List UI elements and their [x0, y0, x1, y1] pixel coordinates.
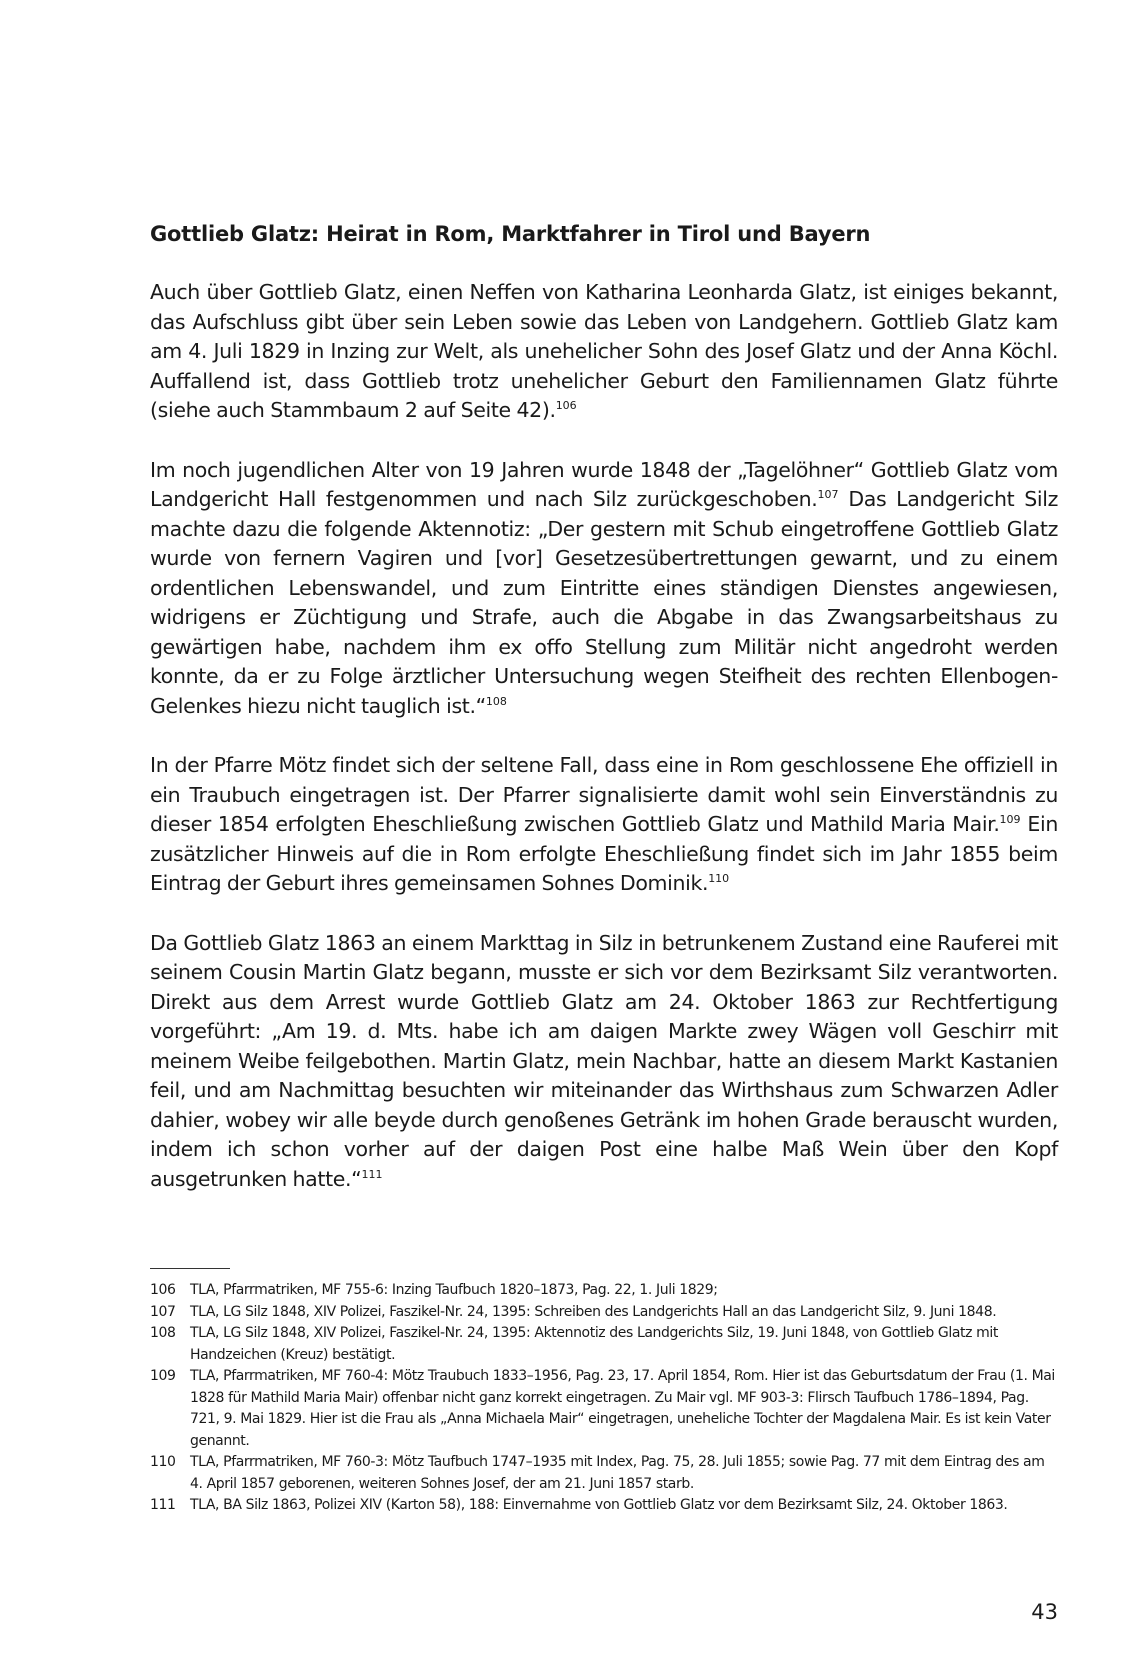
footnote-ref[interactable]: 108	[485, 694, 507, 708]
footnote	[150, 1366, 1058, 1452]
footnote-number: 107	[150, 1303, 176, 1320]
paragraph-text: Auch über Gottlieb Glatz, einen Neffen von Katharina Leonharda Glatz, ist einiges bekannt, das Aufschluss gibt über sein Leben sowie das Leben von Landgehern. Gottlieb Glatz kam am 4. Juli 1829 in Inzing zur Welt, als unehelicher Sohn des Josef Glatz und der Anna Köchl. Auffallend ist, dass Gottlieb trotz unehelicher Geburt den Familiennamen Glatz führte (siehe auch Stammbaum 2 auf Seite 42).	[150, 280, 1058, 422]
paragraph-text: Im noch jugendlichen Alter von 19 Jahren wurde 1848 der „Tagelöhner“ Gottlieb Glatz vom Landgericht Hall festgenommen und nach Silz zurückgeschoben.	[150, 457, 1058, 511]
footnote-number: 108	[150, 1325, 176, 1341]
paragraph	[150, 929, 1058, 1195]
footnote-number: 106	[150, 1282, 176, 1298]
paragraph	[150, 456, 1058, 722]
footnote	[150, 1495, 1058, 1517]
footnote	[150, 1302, 1058, 1324]
paragraph	[150, 278, 1058, 426]
footnote-text: TLA, LG Silz 1848, XIV Polizei, Faszikel-Nr. 24, 1395: Aktennotiz des Landgerichts Silz, 19. Juni 1848, von Gottlieb Glatz mit Handzeichen (Kreuz) bestätigt.	[190, 1325, 998, 1363]
book-page	[150, 0, 1058, 1654]
page-number: 43	[1031, 1600, 1058, 1624]
paragraph-text: Da Gottlieb Glatz 1863 an einem Markttag in Silz in betrunkenem Zustand eine Rauferei mit seinem Cousin Martin Glatz begann, musste er sich vor dem Bezirksamt Silz verantworten. Direkt aus dem Arrest wurde Gottlieb Glatz am 24. Oktober 1863 zur Rechtfertigung vorgeführt: „Am 19. d. Mts. habe ich am daigen Markte zwey Wägen voll Geschirr mit meinem Weibe feilgebothen. Martin Glatz, mein Nachbar, hatte an diesem Markt Kastanien feil, und am Nachmittag besuchten wir miteinander das Wirthshaus zum Schwarzen Adler dahier, wobey wir alle beyde durch genoßenes Getränk im hohen Grade berauscht wurden, indem ich schon vorher auf der daigen Post eine halbe Maß Wein über den Kopf ausgetrunken hatte.“	[150, 930, 1058, 1191]
footnote-divider	[150, 1268, 230, 1269]
footnote-number: 111	[150, 1497, 176, 1513]
footnotes	[150, 1280, 1058, 1517]
footnote-text: TLA, BA Silz 1863, Polizei XIV (Karton 58), 188: Einvernahme von Gottlieb Glatz vor dem Bezirksamt Silz, 24. Oktober 1863.	[190, 1497, 1008, 1513]
footnote	[150, 1323, 1058, 1366]
footnote-number: 110	[150, 1454, 176, 1470]
footnote-text: TLA, Pfarrmatriken, MF 755-6: Inzing Taufbuch 1820–1873, Pag. 22, 1. Juli 1829;	[190, 1282, 718, 1298]
footnote-ref[interactable]: 109	[999, 813, 1021, 827]
section-heading: Gottlieb Glatz: Heirat in Rom, Marktfahrer in Tirol und Bayern	[150, 222, 871, 246]
paragraph-text: Das Landgericht Silz machte dazu die folgende Aktennotiz: „Der gestern mit Schub eingetroffene Gottlieb Glatz wurde von fernern Vagiren und [vor] Gesetzesübertrettungen gewarnt, und zu einem ordentlichen Lebenswandel, und zum Eintritte eines ständigen Dienstes angewiesen, widrigens er Züchtigung und Strafe, auch die Abgabe in das Zwangsarbeitshaus zu gewärtigen habe, nachdem ihm ex offo Stellung zum Militär nicht angedroht werden konnte, da er zu Folge ärztlicher Untersuchung wegen Steifheit des rechten Ellenbogen-Gelenkes hiezu nicht tauglich ist.“	[150, 487, 1058, 718]
footnote	[150, 1452, 1058, 1495]
footnote-ref[interactable]: 110	[708, 872, 730, 886]
footnote-text: TLA, Pfarrmatriken, MF 760-3: Mötz Taufbuch 1747–1935 mit Index, Pag. 75, 28. Juli 1855; sowie Pag. 77 mit dem Eintrag des am 4. April 1857 geborenen, weiteren Sohnes Josef, der am 21. Juni 1857 starb.	[190, 1454, 1045, 1492]
paragraph	[150, 751, 1058, 899]
paragraph-text: In der Pfarre Mötz findet sich der seltene Fall, dass eine in Rom geschlossene Ehe offiziell in ein Traubuch eingetragen ist. Der Pfarrer signalisierte damit wohl sein Einverständnis zu dieser 1854 erfolgten Eheschließung zwischen Gottlieb Glatz und Mathild Maria Mair.	[150, 753, 1058, 836]
footnote-text: TLA, Pfarrmatriken, MF 760-4: Mötz Traubuch 1833–1956, Pag. 23, 17. April 1854, Rom. Hier ist das Geburtsdatum der Frau (1. Mai 1828 für Mathild Maria Mair) offenbar nicht ganz korrekt eingetragen. Zu Mair vgl. MF 903-3: Flirsch Taufbuch 1786–1894, Pag. 721, 9. Mai 1829. Hier ist die Frau als „Anna Michaela Mair“ eingetragen, uneheliche Tochter der Magdalena Mair. Es ist kein Vater genannt.	[190, 1368, 1055, 1449]
footnote	[150, 1280, 1058, 1302]
body-text	[150, 278, 1058, 1224]
paragraph-text: Ein zusätzlicher Hinweis auf die in Rom erfolgte Eheschließung findet sich im Jahr 1855 beim Eintrag der Geburt ihres gemeinsamen Sohnes Dominik.	[150, 812, 1058, 895]
footnote-ref[interactable]: 111	[361, 1167, 383, 1181]
footnote-ref[interactable]: 106	[555, 399, 577, 413]
footnote-number: 109	[150, 1368, 176, 1384]
footnote-text: TLA, LG Silz 1848, XIV Polizei, Faszikel-Nr. 24, 1395: Schreiben des Landgerichts Hall an das Landgericht Silz, 9. Juni 1848.	[190, 1303, 997, 1320]
footnote-ref[interactable]: 107	[817, 488, 839, 502]
